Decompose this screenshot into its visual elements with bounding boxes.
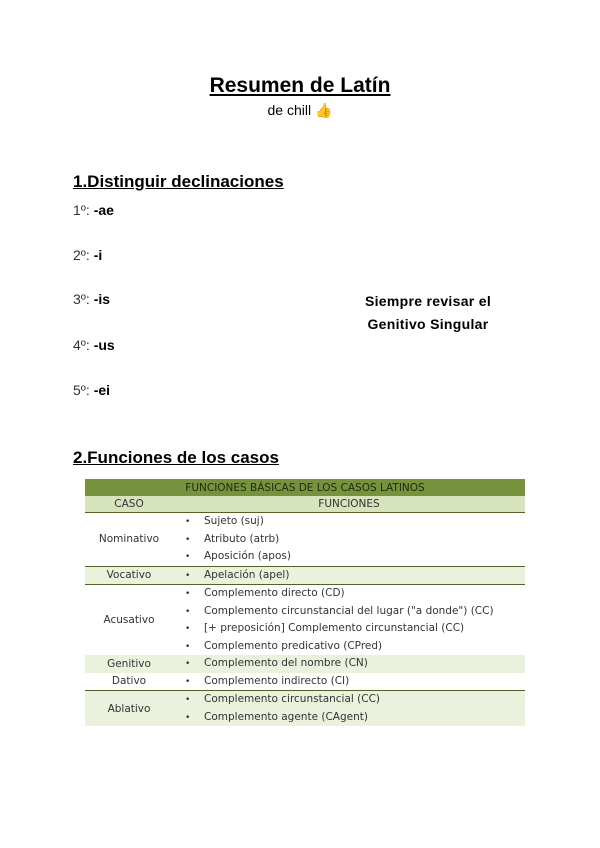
- section-heading-funciones: 2.Funciones de los casos: [73, 448, 279, 467]
- cases-table: [85, 479, 525, 726]
- bullet-icon: •: [185, 695, 191, 705]
- function-item: • Aposición (apos): [185, 548, 525, 566]
- case-name: Nominativo: [98, 533, 160, 546]
- declension-item: [73, 337, 115, 353]
- table-row: [85, 566, 525, 585]
- case-name: Genitivo: [85, 655, 173, 673]
- declension-ending: -is: [93, 291, 111, 307]
- declension-item: [73, 291, 110, 307]
- function-item: • Apelación (apel): [185, 567, 525, 585]
- function-item: • Complemento agente (CAgent): [185, 709, 525, 727]
- function-item: • Complemento indirecto (CI): [185, 673, 525, 691]
- table-row: [85, 655, 525, 673]
- declension-item: [73, 247, 102, 263]
- bullet-icon: •: [185, 534, 191, 545]
- column-header-funciones: FUNCIONES: [173, 496, 525, 513]
- function-item: • Complemento predicativo (CPred): [185, 638, 525, 656]
- genitive-note: Siempre revisar el Genitivo Singular: [364, 293, 492, 332]
- bullet-icon: •: [185, 552, 191, 562]
- functions-list: [173, 513, 525, 566]
- document-subtitle: [0, 102, 600, 119]
- declension-ending: -ae: [93, 202, 114, 218]
- functions-list: [173, 567, 525, 585]
- case-name: Ablativo: [85, 691, 173, 727]
- functions-list: [173, 691, 525, 726]
- declension-ordinal: 5º:: [73, 382, 94, 398]
- function-item: • Complemento del nombre (CN): [185, 655, 525, 673]
- function-item: • Complemento circunstancial del lugar ("a donde") (CC): [185, 603, 525, 621]
- declension-ending: -ei: [93, 382, 111, 398]
- column-header-caso: CASO: [85, 496, 173, 513]
- section-heading-declinaciones: 1.Distinguir declinaciones: [73, 172, 284, 191]
- function-item: • Complemento circunstancial (CC): [185, 691, 525, 709]
- declension-ordinal: 2º:: [73, 247, 94, 263]
- function-item: • [+ preposición] Complemento circunstancial (CC): [185, 620, 525, 638]
- case-name: Dativo: [111, 675, 147, 688]
- case-name: Vocativo: [85, 566, 173, 585]
- bullet-icon: •: [185, 712, 191, 723]
- declension-ending: -us: [93, 337, 115, 353]
- bullet-icon: •: [185, 641, 191, 652]
- declension-ordinal: 3º:: [73, 291, 94, 307]
- subtitle-text: de chill: [267, 102, 312, 118]
- declension-item: [73, 382, 110, 398]
- table-row: [85, 585, 525, 656]
- document-title: Resumen de Latín: [209, 74, 391, 97]
- table-row: [85, 673, 525, 691]
- declension-ordinal: 1º:: [73, 202, 94, 218]
- table-row: [85, 513, 525, 567]
- table-row: [85, 691, 525, 727]
- declension-ordinal: 4º:: [73, 337, 94, 353]
- declension-item: [73, 202, 114, 218]
- bullet-icon: •: [185, 517, 191, 527]
- bullet-icon: •: [185, 676, 191, 687]
- declension-ending: -i: [93, 247, 103, 263]
- bullet-icon: •: [185, 659, 191, 669]
- functions-list: [173, 585, 525, 655]
- case-name: Acusativo: [103, 614, 155, 626]
- functions-list: [173, 673, 525, 691]
- bullet-icon: •: [185, 570, 191, 581]
- bullet-icon: •: [185, 589, 191, 599]
- functions-list: [173, 655, 525, 673]
- function-item: • Sujeto (suj): [185, 513, 525, 531]
- function-item: • Complemento directo (CD): [185, 585, 525, 603]
- table-banner: FUNCIONES BÁSICAS DE LOS CASOS LATINOS: [85, 479, 525, 496]
- thumbs-up-icon: 👍: [315, 102, 333, 118]
- bullet-icon: •: [185, 606, 191, 617]
- bullet-icon: •: [185, 624, 191, 634]
- function-item: • Atributo (atrb): [185, 531, 525, 549]
